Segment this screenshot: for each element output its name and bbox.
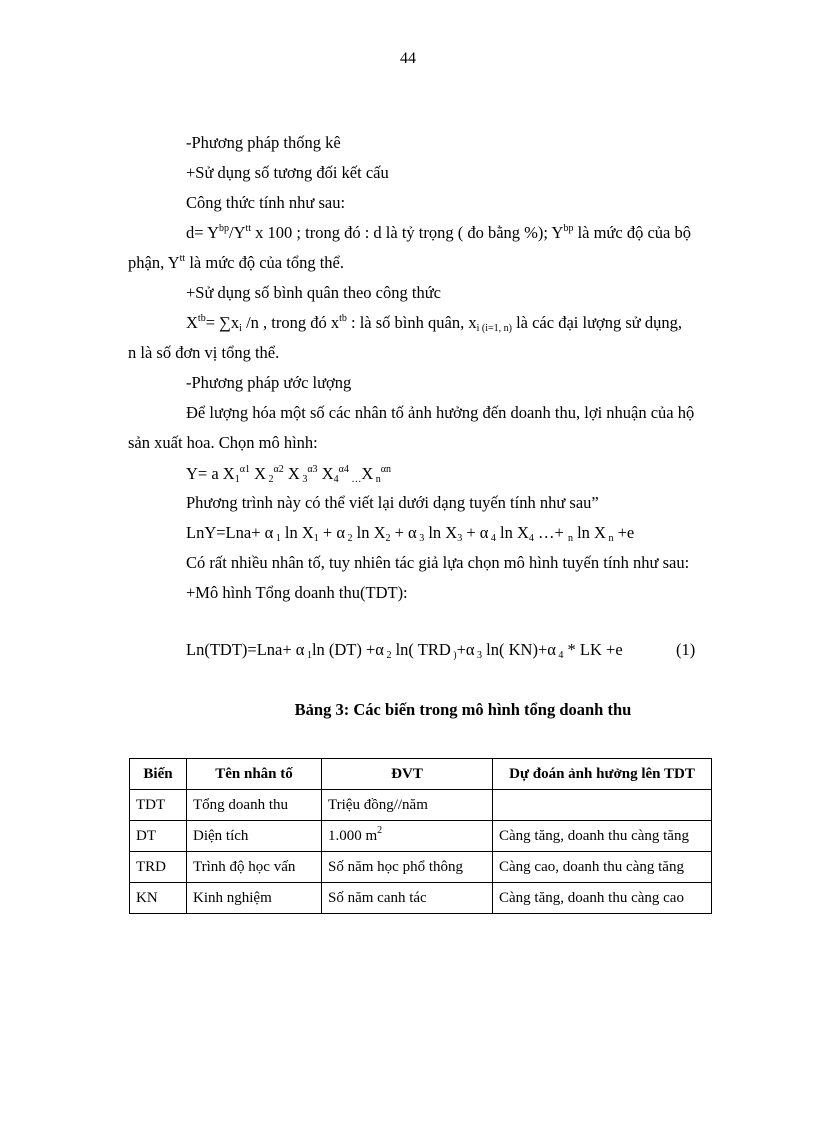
cell-variable: KN	[130, 883, 187, 914]
model-equation: Y= a $X_1^{\alpha 1}$ X $_2^{\alpha 2}$ X $_3^{\alpha 3}$ $X_4^{\alpha 4}$ $_\dots$X $_n^{\alpha n}$	[186, 464, 392, 485]
paragraph-quantify: Để lượng hóa một số các nhân tố ảnh hưởng đến doanh thu, lợi nhuận của hộ	[186, 403, 695, 422]
table-header-row	[130, 759, 712, 790]
table-row	[130, 883, 712, 914]
linear-equation: LnY=Lna+ α $_1$ $\ln X_1 + \alpha$ $_2$ $\ln X_2 + \alpha$ $_3$ $\ln X_3 + \alpha$ $_4$ $\ln X_4$ …+ $_n$ ln X $_n$ +e	[186, 523, 635, 544]
paragraph-quantify-cont: sản xuất hoa. Chọn mô hình:	[128, 433, 318, 452]
equation-number: (1)	[676, 640, 696, 659]
section-heading-estimation: -Phương pháp ước lượng	[186, 373, 352, 392]
tdt-equation: Ln(TDT)=Lna+ α $_1$ln (DT) +α $_2$ ln( TRD $_)$+α $_3$ ln( KN)+α $_4$ * LK +e	[186, 640, 623, 661]
proportion-formula-cont: phận, $Y^{tt}$ là mức độ của tổng thể.	[128, 253, 344, 272]
formula-intro: Công thức tính như sau:	[186, 193, 346, 212]
bullet-tdt-model: +Mô hình Tổng doanh thu(TDT):	[186, 583, 408, 602]
header-variable: Biến	[130, 759, 187, 790]
cell-unit: Số năm canh tác	[322, 883, 493, 914]
cell-factor-name: Kinh nghiệm	[187, 883, 322, 914]
proportion-formula-line: $d= Y^{bp}/Y^{tt}$ x 100 ; trong đó : d là tỷ trọng ( đo bằng %); $Y^{bp}$ là mức độ của bộ	[186, 223, 691, 242]
bullet-relative-structure: +Sử dụng số tương đối kết cấu	[186, 163, 389, 182]
cell-factor-name: Diện tích	[187, 821, 322, 852]
cell-expected-effect	[493, 790, 712, 821]
table-caption: Bảng 3: Các biến trong mô hình tổng doanh thu	[294, 700, 632, 719]
cell-expected-effect: Càng cao, doanh thu càng tăng	[493, 852, 712, 883]
model-choice-note: Có rất nhiều nhân tố, tuy nhiên tác giả lựa chọn mô hình tuyến tính như sau:	[186, 553, 690, 572]
cell-variable: TRD	[130, 852, 187, 883]
linearization-note: Phương trình này có thể viết lại dưới dạng tuyến tính như sau”	[186, 493, 599, 512]
cell-variable: DT	[130, 821, 187, 852]
average-formula-line: $X^{tb}= \sum x_i$ /n , trong đó $x^{tb}$ : là số bình quân, $x_{i (i=1, n)}$ là các đại lượng sử dụng,	[186, 313, 682, 334]
cell-variable: TDT	[130, 790, 187, 821]
cell-unit: Số năm học phổ thông	[322, 852, 493, 883]
table-row	[130, 821, 712, 852]
cell-unit: 1.000 $m^2$	[322, 821, 493, 852]
header-expected-effect: Dự đoán ảnh hưởng lên TDT	[493, 759, 712, 790]
cell-factor-name: Tổng doanh thu	[187, 790, 322, 821]
page-number: 44	[400, 50, 416, 67]
cell-expected-effect: Càng tăng, doanh thu càng tăng	[493, 821, 712, 852]
bullet-average: +Sử dụng số bình quân theo công thức	[186, 283, 441, 302]
table-row	[130, 852, 712, 883]
average-formula-cont: n là số đơn vị tổng thể.	[128, 343, 280, 362]
cell-expected-effect: Càng tăng, doanh thu càng cao	[493, 883, 712, 914]
cell-unit: Triệu đồng//năm	[322, 790, 493, 821]
table-row	[130, 790, 712, 821]
header-factor-name: Tên nhân tố	[187, 759, 322, 790]
variables-table	[129, 758, 712, 914]
section-heading-statistics: -Phương pháp thống kê	[186, 133, 341, 152]
header-unit: ĐVT	[322, 759, 493, 790]
cell-factor-name: Trình độ học vấn	[187, 852, 322, 883]
